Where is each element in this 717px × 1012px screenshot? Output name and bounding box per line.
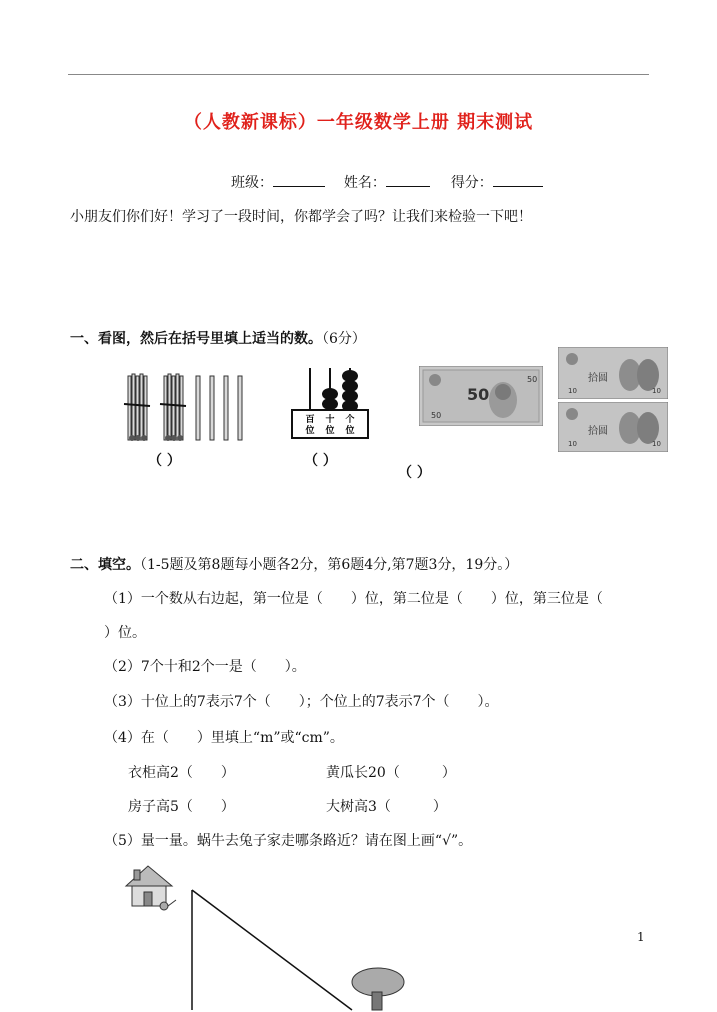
banknote-10-bottom-figure	[558, 402, 668, 452]
section2-points: （1-5题及第8题每小题各2分，第6题4分,第7题3分，19分。）	[140, 557, 519, 573]
svg-text:位: 位	[305, 426, 315, 436]
section1-title: 一、看图，然后在括号里填上适当的数。	[70, 331, 322, 347]
svg-text:10: 10	[568, 387, 577, 395]
abacus-answer-blank[interactable]: （ ）	[304, 453, 337, 469]
rabbit-house-icon	[126, 866, 172, 906]
path-diagonal	[192, 890, 352, 1010]
name-label: 姓名：	[343, 175, 386, 191]
question-1-line1: （1）一个数从右边起，第一位是（ ）位，第二位是（ ）位，第三位是（	[104, 591, 603, 607]
page-number: 1	[637, 930, 645, 944]
banknote-10-label: 拾圆	[588, 373, 608, 384]
name-field[interactable]	[386, 172, 430, 187]
header-rule	[68, 74, 649, 75]
page-title: （人教新课标）一年级数学上册 期末测试	[183, 112, 534, 133]
score-label: 得分：	[450, 175, 493, 191]
section2-title: 二、填空。	[70, 557, 140, 573]
banknote-10-value: 10	[652, 387, 661, 395]
section1-points: （6分）	[322, 331, 366, 347]
student-info	[231, 172, 543, 192]
banknote-10-top-figure	[558, 347, 668, 399]
question-4: （4）在（ ）里填上“m”或“cm”。	[104, 730, 344, 746]
svg-text:50: 50	[527, 375, 538, 384]
question-4-item-cucumber: 黄瓜长20（ ）	[326, 765, 456, 781]
money-answer-blank[interactable]: （ ）	[398, 465, 431, 481]
snail-path-figure	[120, 860, 440, 1012]
section1-heading	[70, 328, 366, 348]
abacus-figure	[288, 364, 372, 444]
banknote-50-value: 50	[467, 385, 490, 404]
svg-text:10: 10	[568, 440, 577, 448]
question-5: （5）量一量。蜗牛去兔子家走哪条路近？请在图上画“√”。	[104, 833, 473, 849]
sticks-answer-blank[interactable]: （ ）	[148, 453, 181, 469]
class-field[interactable]	[273, 172, 325, 187]
abacus-label-hundreds-top: 百	[305, 415, 315, 425]
tree-icon	[352, 968, 404, 1010]
score-field[interactable]	[493, 172, 543, 187]
question-2: （2）7个十和2个一是（ ）。	[104, 659, 306, 675]
question-4-item-tree: 大树高3（ ）	[326, 799, 447, 815]
class-label: 班级：	[231, 175, 273, 191]
svg-text:位: 位	[345, 426, 355, 436]
svg-text:十: 十	[325, 415, 335, 425]
question-1-line2: ）位。	[104, 625, 146, 641]
svg-text:50: 50	[431, 411, 442, 420]
banknote-50-figure	[419, 366, 543, 426]
question-4-item-house: 房子高5（ ）	[128, 799, 235, 815]
svg-text:10: 10	[652, 440, 661, 448]
question-3: （3）十位上的7表示7个（ ）；个位上的7表示7个（ ）。	[104, 694, 499, 710]
intro-text: 小朋友们你们好！学习了一段时间，你都学会了吗？让我们来检验一下吧！	[70, 209, 532, 225]
svg-text:拾圆: 拾圆	[588, 426, 608, 437]
counting-sticks-figure	[112, 362, 252, 464]
section2-heading	[70, 554, 518, 574]
svg-text:个: 个	[345, 415, 355, 425]
question-4-item-wardrobe: 衣柜高2（ ）	[128, 765, 235, 781]
svg-text:位: 位	[325, 426, 335, 436]
